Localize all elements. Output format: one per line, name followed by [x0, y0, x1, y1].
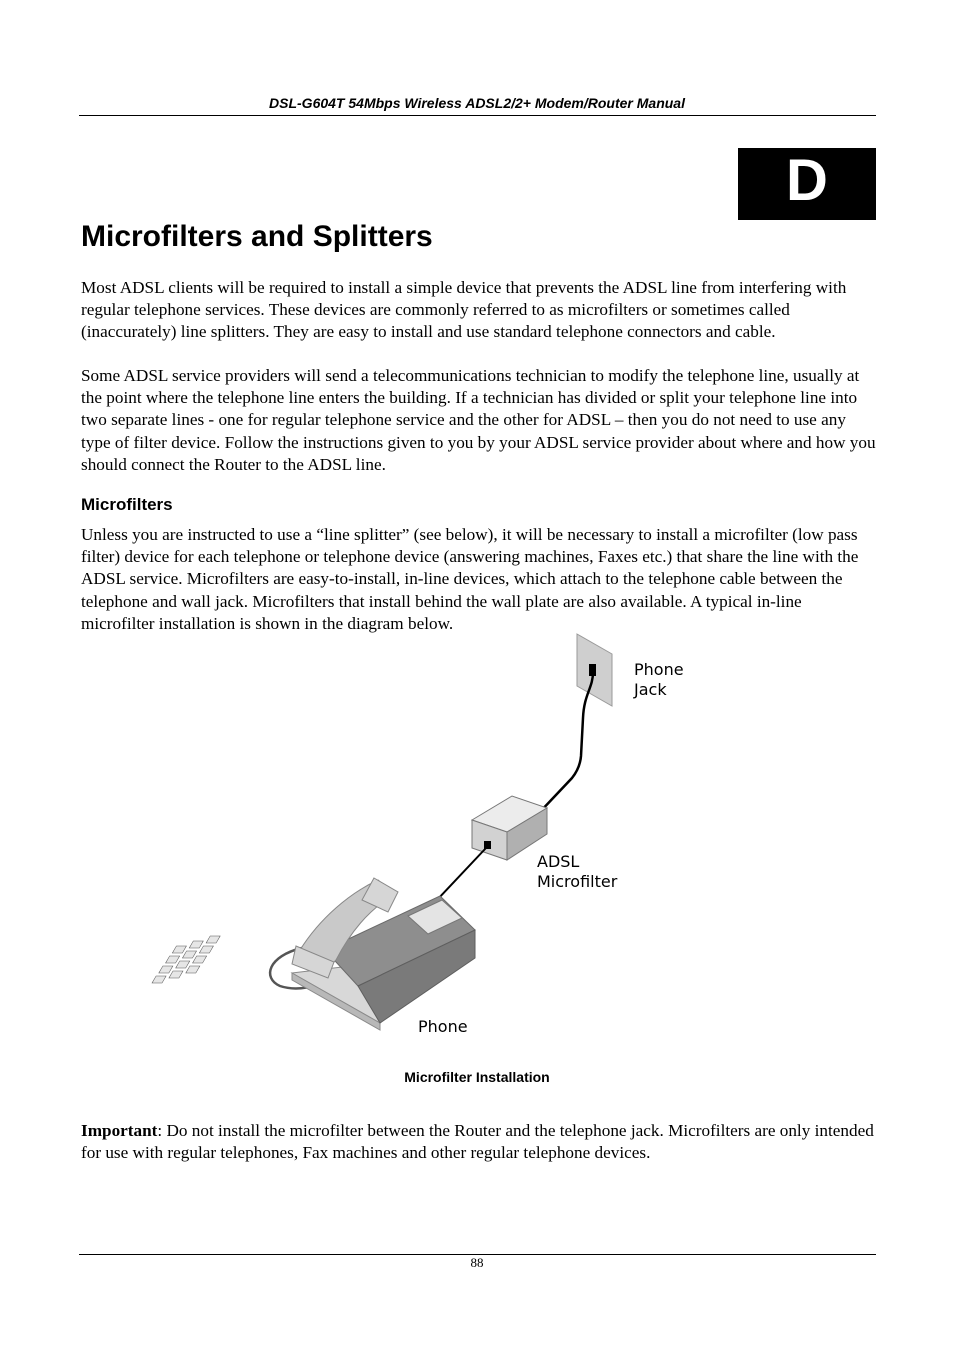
important-text: : Do not install the microfilter between the Router and the telephone jack. Microfilters are only intended for use with regular telephones, Fax machines and other regular telephone devices. — [81, 1121, 874, 1163]
microfilters-heading: Microfilters — [81, 495, 173, 514]
page-number: 88 — [470, 1255, 484, 1270]
filter-label-line1: ADSL — [537, 852, 580, 871]
important-note — [81, 1120, 876, 1164]
phone-label: Phone — [418, 1017, 468, 1036]
phone-jack-label-line2: Jack — [634, 680, 667, 699]
phone-jack-label-line1: Phone — [634, 660, 684, 679]
important-label: Important — [81, 1121, 158, 1140]
intro-paragraph-1: Most ADSL clients will be required to install a simple device that prevents the ADSL line from interfering with regular telephone services. These devices are commonly referred to as microfilters or sometimes called (inaccurately) line splitters. They are easy to install and use standard telephone connectors and cable. — [81, 278, 847, 342]
manual-header: DSL-G604T 54Mbps Wireless ADSL2/2+ Modem/Router Manual — [269, 95, 685, 111]
phone-jack-icon — [577, 634, 612, 706]
telephone-icon — [152, 878, 475, 1030]
jack-cable — [538, 672, 593, 814]
header-rule — [79, 115, 876, 116]
page-title: Microfilters and Splitters — [81, 220, 433, 253]
intro-paragraph-2: Some ADSL service providers will send a telecommunications technician to modify the telephone line, usually at the point where the telephone line enters the building. If a technician has divided or split your telephone line into two separate lines - one for regular telephone service and the other for ADSL – then you do not need to use any type of filter device. Follow the instructions given to you by your ADSL service provider about where and how you should connect the Router to the ADSL line. — [81, 366, 876, 474]
microfilters-paragraph: Unless you are instructed to use a “line splitter” (see below), it will be necessary to install a microfilter (low pass filter) device for each telephone or telephone device (answering machines, Faxes etc.) that share the line with the ADSL service. Microfilters are easy-to-install, in-line devices, which attach to the telephone cable between the telephone and wall jack. Microfilters that install behind the wall plate are also available. A typical in-line microfilter installation is shown in the diagram below. — [81, 525, 859, 633]
filter-label-line2: Microfilter — [537, 872, 618, 891]
figure-caption: Microfilter Installation — [404, 1069, 550, 1085]
chapter-badge: D — [738, 148, 876, 220]
microfilter-diagram — [250, 628, 684, 1038]
